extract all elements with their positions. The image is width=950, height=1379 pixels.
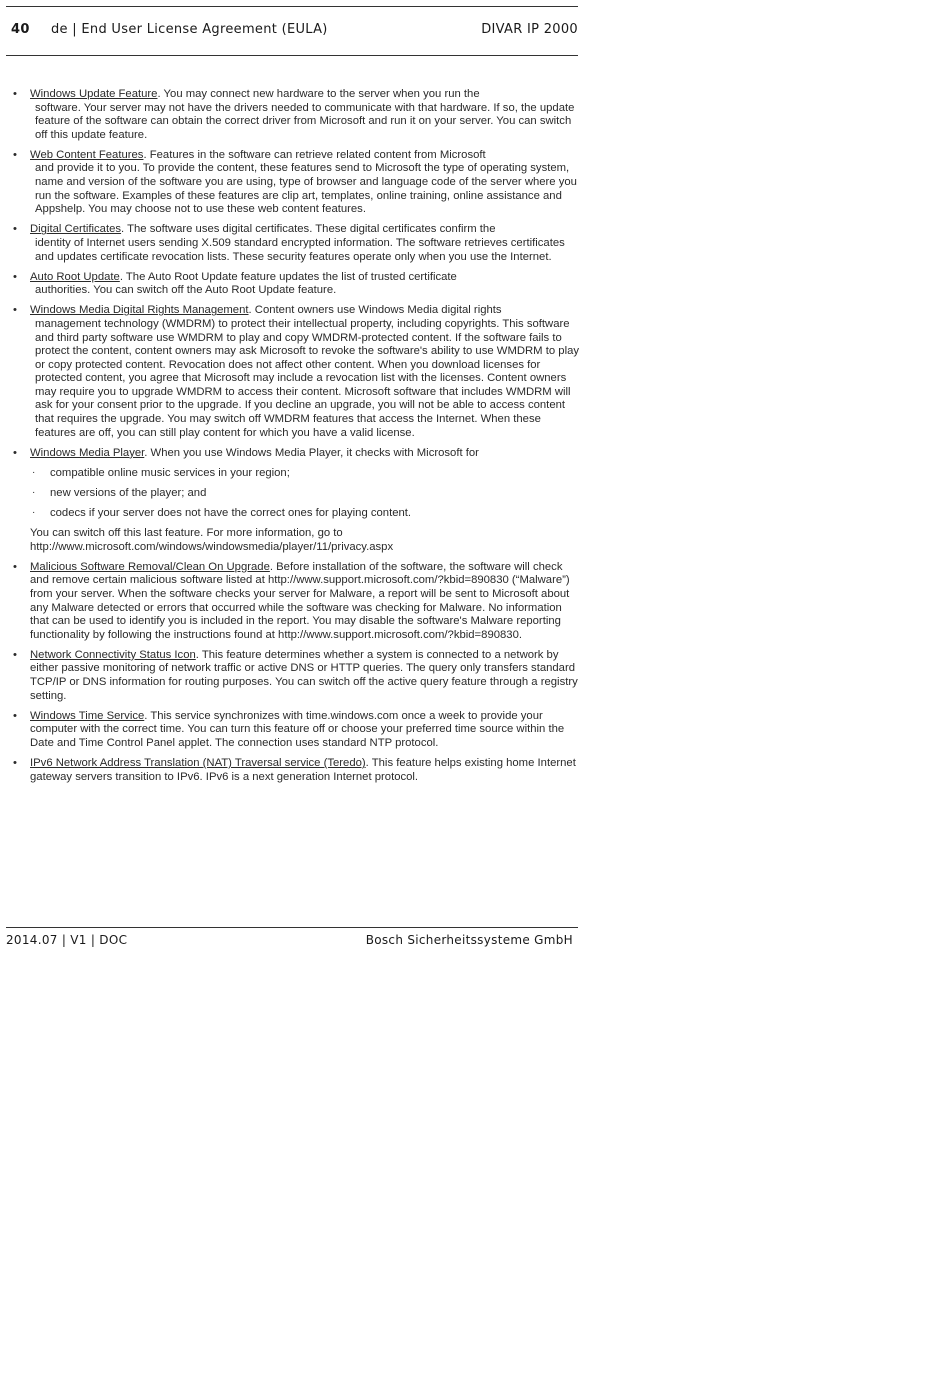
footer-doc-version: 2014.07 | V1 | DOC: [6, 933, 128, 947]
list-item: • Windows Media Digital Rights Management. Content owners use Windows Media digital rights management technology (WMDRM) to protect their intellectual property, including copyrights. This software and third party software use WMDRM to play and copy WMDRM-protected content. If the software fails to protect the content, content owners may ask Microsoft to revoke the software's ability to use WMDRM to play or copy protected content. Revocation does not affect other content. When you download licenses for protected content, you agree that Microsoft may include a revocation list with the licenses. Content owners may require you to upgrade WMDRM to access their content. Microsoft software that includes WMDRM will ask for your consent prior to the upgrade. If you decline an upgrade, you will not be able to access content that requires the upgrade. You may switch off WMDRM features that access the Internet. When these features are off, you can still play content for which you have a valid license.: [13, 304, 580, 439]
header-top-rule: [6, 6, 578, 7]
feature-term: Windows Time Service: [30, 709, 145, 722]
feature-term: Web Content Features: [30, 148, 144, 161]
feature-term: Malicious Software Removal/Clean On Upgrade: [30, 560, 270, 573]
eula-body: [8, 88, 580, 791]
list-item: • IPv6 Network Address Translation (NAT) Traversal service (Teredo). This feature helps existing home Internet gateway servers transition to IPv6. IPv6 is a next generation Internet protocol.: [13, 757, 576, 783]
bullet-icon: •: [13, 148, 17, 161]
small-bullet-icon: ·: [32, 466, 36, 478]
feature-term: Windows Media Player: [30, 446, 145, 459]
bullet-icon: •: [13, 88, 17, 100]
feature-term: Auto Root Update: [30, 270, 120, 283]
bullet-icon: •: [13, 560, 17, 573]
page-number: 40: [11, 22, 30, 37]
bullet-icon: •: [13, 757, 17, 770]
list-item: • Windows Update Feature. You may connect new hardware to the server when you run the software. Your server may not have the drivers needed to communicate with that hardware. If so, the update feature of the software can obtain the correct driver from Microsoft and run it on your server. You can switch off this update feature.: [13, 88, 575, 141]
feature-term: Windows Update Feature: [30, 88, 158, 100]
list-item: • Network Connectivity Status Icon. This feature determines whether a system is connected to a network by either passive monitoring of network traffic or active DNS or HTTP queries. The query only transfers standard TCP/IP or DNS information for routing purposes. You can switch off the active query feature through a registry setting.: [13, 648, 578, 702]
list-item: • Windows Media Player. When you use Windows Media Player, it checks with Microsoft for: [13, 446, 479, 459]
footer-company: Bosch Sicherheitssysteme GmbH: [365, 933, 573, 947]
small-bullet-icon: ·: [32, 486, 36, 498]
sub-list-item: · new versions of the player; and: [32, 486, 207, 499]
media-player-note: You can switch off this last feature. For more information, go to http://www.microsoft.com/windows/windowsmedia/player/11/privacy.aspx: [30, 527, 394, 553]
feature-term: Windows Media Digital Rights Management: [30, 304, 249, 317]
feature-term: Digital Certificates: [30, 223, 122, 236]
bullet-icon: •: [13, 223, 17, 236]
bullet-icon: •: [13, 709, 17, 722]
sub-list-item: · codecs if your server does not have the correct ones for playing content.: [32, 507, 412, 520]
bullet-icon: •: [13, 304, 17, 317]
list-item: • Windows Time Service. This service synchronizes with time.windows.com once a week to provide your computer with the correct time. You can turn this feature off or choose your preferred time source within the Date and Time Control Panel applet. The connection uses standard NTP protocol.: [13, 709, 565, 749]
list-item: • Malicious Software Removal/Clean On Upgrade. Before installation of the software, the software will check and remove certain malicious software listed at http://www.support.microsoft.com/?kbid=890830 (“Malware”) from your server. When the software checks your server for Malware, a report will be sent to Microsoft about any Malware detected or errors that occurred while the software was checking for Malware. No information that can be used to identify you is included in the report. You may disable the software's Malware reporting functionality by following the instructions found at http://www.support.microsoft.com/?kbid=890830.: [13, 560, 570, 641]
header-product: DIVAR IP 2000: [481, 22, 578, 37]
header-title: de | End User License Agreement (EULA): [51, 22, 328, 37]
sub-list-item: · compatible online music services in your region;: [32, 466, 290, 479]
bullet-icon: •: [13, 648, 17, 661]
header-bottom-rule: [6, 55, 578, 56]
small-bullet-icon: ·: [32, 507, 36, 519]
bullet-icon: •: [13, 270, 17, 283]
footer-rule: [6, 927, 578, 928]
feature-term: Network Connectivity Status Icon: [30, 648, 196, 661]
bullet-icon: •: [13, 446, 17, 459]
list-item: • Auto Root Update. The Auto Root Update feature updates the list of trusted certificate authorities. You can switch off the Auto Root Update feature.: [13, 270, 457, 297]
feature-term: IPv6 Network Address Translation (NAT) Traversal service (Teredo): [30, 757, 366, 770]
list-item: • Web Content Features. Features in the software can retrieve related content from Microsoft and provide it to you. To provide the content, these features send to Microsoft the type of operating system, name and version of the software you are using, type of browser and language code of the server where you run the software. Examples of these features are clip art, templates, online training, online assistance and Appshelp. You may choose not to use these web content features.: [13, 148, 577, 216]
list-item: • Digital Certificates. The software uses digital certificates. These digital certificates confirm the identity of Internet users sending X.509 standard encrypted information. The software retrieves certificates and updates certificate revocation lists. These security features operate only when you use the Internet.: [13, 223, 565, 263]
